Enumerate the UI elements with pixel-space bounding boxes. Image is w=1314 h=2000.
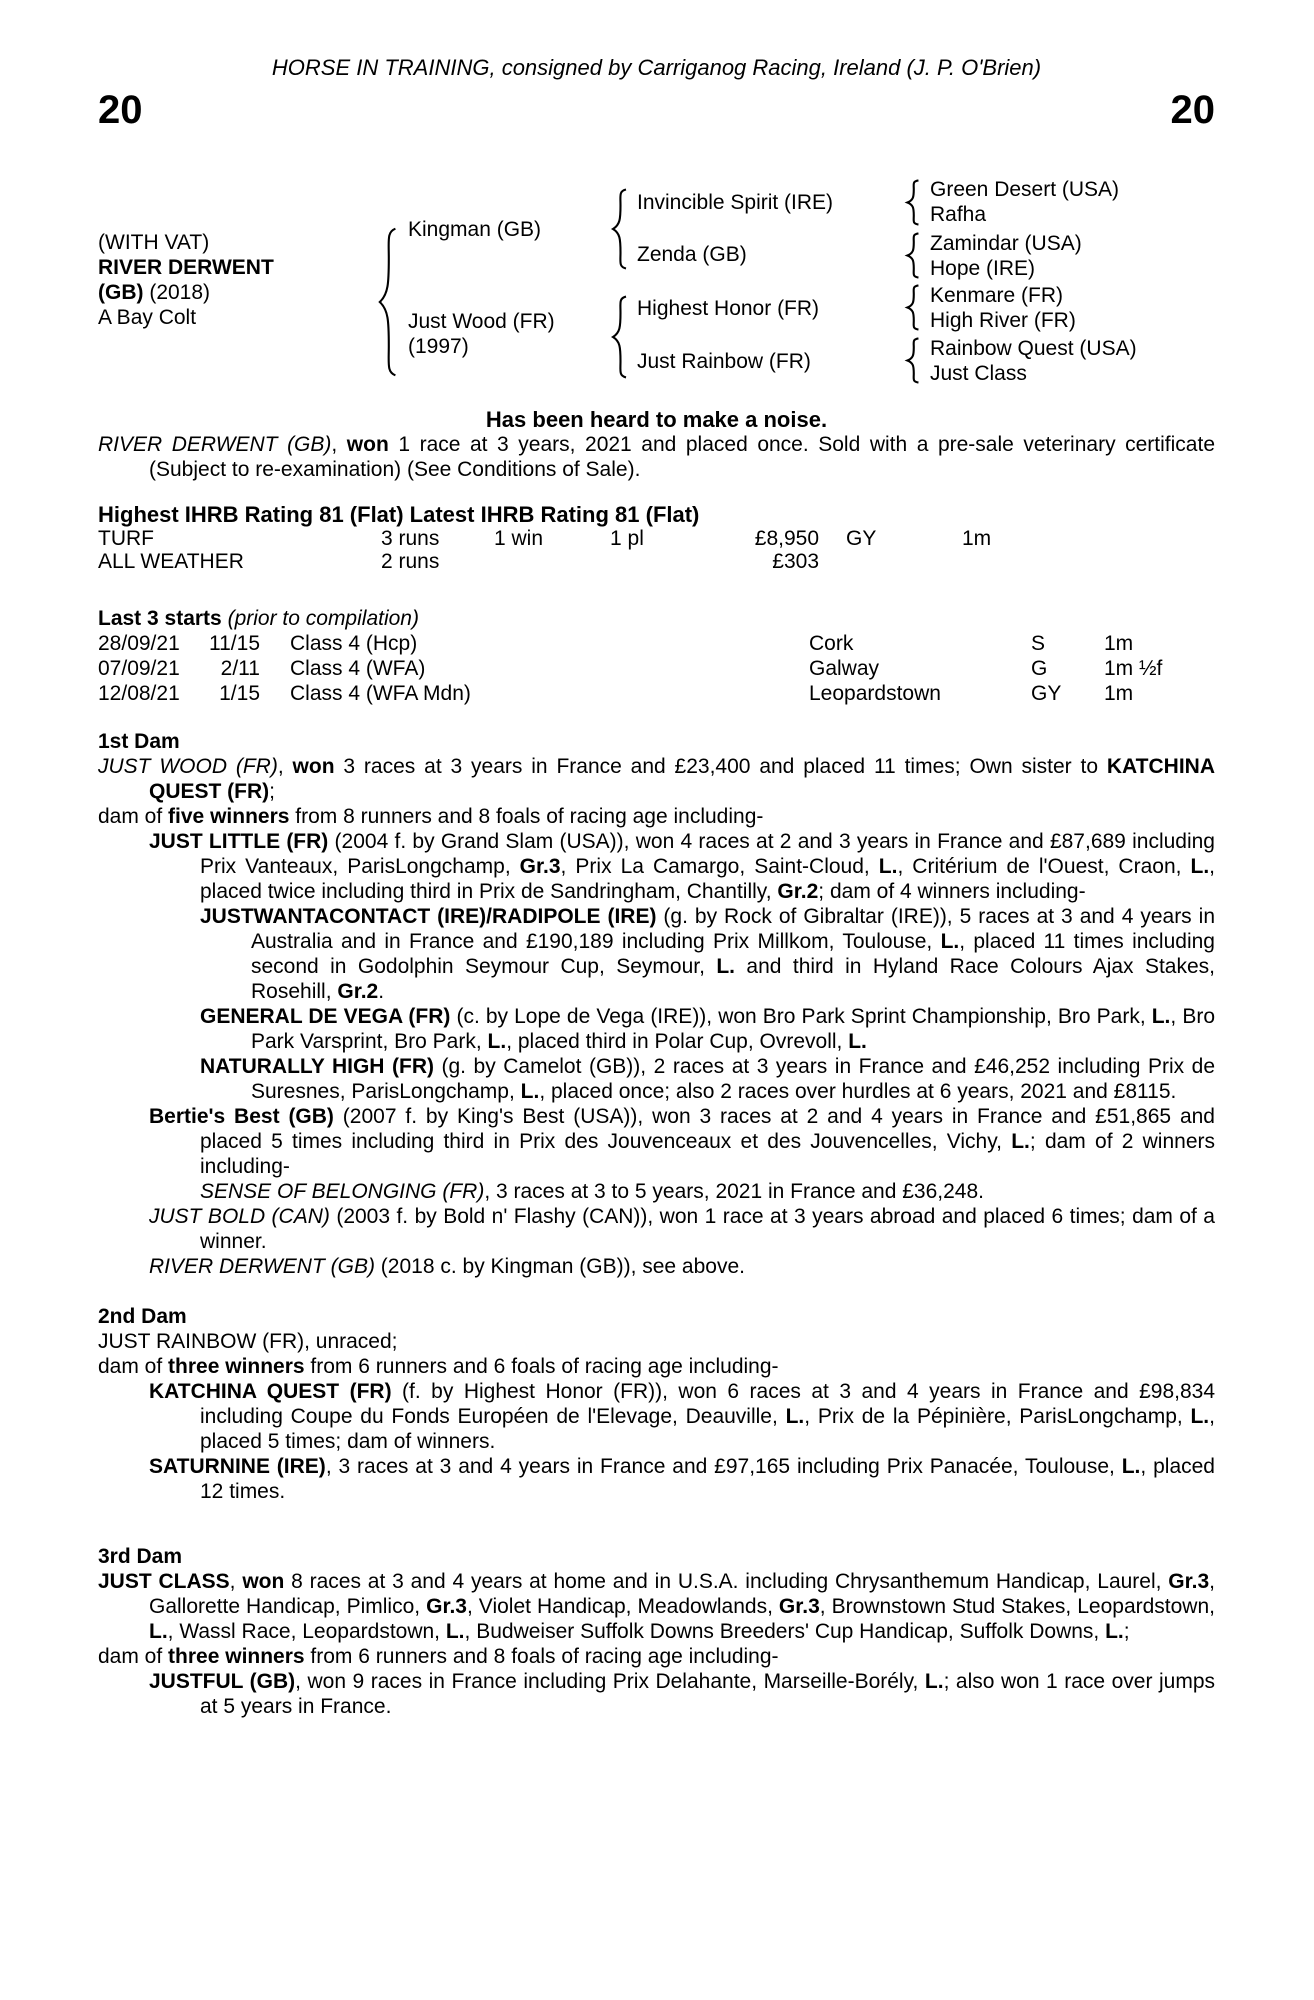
- start-going: GY: [1031, 682, 1062, 705]
- horse-description: A Bay Colt: [98, 306, 197, 329]
- surface-cell: TURF: [98, 527, 154, 550]
- horse-suffix-year: (GB) (2018): [98, 281, 211, 304]
- distance-cell: [962, 550, 1215, 573]
- earnings-cell: £303: [772, 550, 819, 573]
- pedigree-paragraph: SATURNINE (IRE), 3 races at 3 and 4 years in France and £97,165 including Prix Panacée, Toulouse, L., placed 12 times.: [149, 1455, 1215, 1503]
- surface-cell: ALL WEATHER: [98, 550, 244, 573]
- start-course: Galway: [809, 657, 880, 680]
- start-distance: 1m: [1104, 632, 1134, 655]
- gen3-name: Zamindar (USA): [930, 232, 1082, 255]
- gen3-pair-2: [930, 231, 1082, 281]
- section-1st-dam: [98, 729, 1215, 1279]
- earnings-cell: £8,950: [754, 527, 819, 550]
- start-distance: 1m: [1104, 682, 1134, 705]
- start-date: 07/09/21: [98, 657, 180, 680]
- start-race: Class 4 (Hcp): [290, 632, 418, 655]
- pedigree-brace-gen3-2: [904, 232, 921, 279]
- start-position: 11/15: [209, 632, 260, 655]
- pedigree-brace-gen1: [375, 224, 399, 380]
- start-position: 2/11: [220, 657, 260, 680]
- gen3-name: Hope (IRE): [930, 257, 1036, 280]
- pedigree-paragraph: JUSTFUL (GB), won 9 races in France including Prix Delahante, Marseille-Borély, L.; also won 1 race over jumps at 5 years in France.: [149, 1670, 1215, 1718]
- gen3-name: Kenmare (FR): [930, 284, 1064, 307]
- start-course: Leopardstown: [809, 682, 941, 705]
- gen2-sire-dam: Zenda (GB): [637, 243, 747, 266]
- section-title: 1st Dam: [98, 730, 180, 753]
- gen3-pair-1: [930, 177, 1119, 227]
- ratings-line: Highest IHRB Rating 81 (Flat) Latest IHRB Rating 81 (Flat): [98, 502, 700, 527]
- wins-cell: 1 win: [494, 527, 544, 550]
- last-starts-title: Last 3 starts (prior to compilation): [98, 607, 419, 630]
- gen2-dam-dam: Just Rainbow (FR): [637, 350, 811, 373]
- pedigree-table: [98, 165, 1215, 397]
- section-title: 3rd Dam: [98, 1545, 183, 1568]
- pedigree-paragraph: dam of three winners from 6 runners and 8 foals of racing age including-: [98, 1645, 779, 1668]
- places-cell: 1 pl: [610, 527, 644, 550]
- intro-paragraph: RIVER DERWENT (GB), won 1 race at 3 years, 2021 and placed once. Sold with a pre-sale veterinary certificate (Subject to re-examination) (See Conditions of Sale).: [98, 433, 1215, 481]
- last-starts-block: [98, 606, 1215, 706]
- pedigree-paragraph: GENERAL DE VEGA (FR) (c. by Lope de Vega (IRE)), won Bro Park Sprint Championship, Bro Park, L., Bro Park Varsprint, Bro Park, L., placed third in Polar Cup, Ovrevoll, L.: [200, 1005, 1215, 1053]
- start-position: 1/15: [219, 682, 260, 705]
- section-title: 2nd Dam: [98, 1305, 187, 1328]
- section-3rd-dam: [98, 1544, 1215, 1719]
- section-2nd-dam: [98, 1304, 1215, 1504]
- vat-note: (WITH VAT): [98, 231, 210, 254]
- pedigree-paragraph: JUST CLASS, won 8 races at 3 and 4 years at home and in U.S.A. including Chrysanthemum Handicap, Laurel, Gr.3, Gallorette Handicap, Pimlico, Gr.3, Violet Handicap, Meadowlands, Gr.3, Brownstown Stud Stakes, Leopardstown, L., Wassl Race, Leopardstown, L., Budweiser Suffolk Downs Breeders' Cup Handicap, Suffolk Downs, L.;: [98, 1570, 1216, 1643]
- pedigree-brace-gen3-4: [904, 337, 921, 384]
- going-cell: [819, 550, 962, 573]
- dam-name: Just Wood (FR): [408, 310, 555, 333]
- start-date: 28/09/21: [98, 632, 180, 655]
- pedigree-paragraph: dam of three winners from 6 runners and 6 foals of racing age including-: [98, 1355, 779, 1378]
- gen2-sire-sire: Invincible Spirit (IRE): [637, 191, 834, 214]
- start-race: Class 4 (WFA): [290, 657, 426, 680]
- runs-cell: 3 runs: [381, 527, 440, 550]
- gen3-name: High River (FR): [930, 309, 1076, 332]
- pedigree-paragraph: JUSTWANTACONTACT (IRE)/RADIPOLE (IRE) (g. by Rock of Gibraltar (IRE)), 5 races at 3 and 4 years in Australia and in France and £190,189 including Prix Millkom, Toulouse, L., placed 11 times including second in Godolphin Seymour Cup, Seymour, L. and third in Hyland Race Colours Ajax Stakes, Rosehill, Gr.2.: [200, 905, 1215, 1003]
- start-race: Class 4 (WFA Mdn): [290, 682, 471, 705]
- pedigree-paragraph: KATCHINA QUEST (FR) (f. by Highest Honor (FR)), won 6 races at 3 and 4 years in France and £98,834 including Coupe du Fonds Européen de l'Elevage, Deauville, L., Prix de la Pépinière, ParisLongchamp, L., placed 5 times; dam of winners.: [149, 1380, 1216, 1453]
- gen3-name: Green Desert (USA): [930, 178, 1120, 201]
- sale-headline: Has been heard to make a noise.: [485, 407, 828, 432]
- lot-number-right: 20: [1170, 88, 1215, 132]
- consignor-line: HORSE IN TRAINING, consigned by Carriganog Racing, Ireland (J. P. O'Brien): [271, 55, 1042, 80]
- gen2-dam-sire: Highest Honor (FR): [637, 297, 820, 320]
- pedigree-paragraph: JUST RAINBOW (FR), unraced;: [98, 1330, 398, 1353]
- pedigree-paragraph: SENSE OF BELONGING (FR), 3 races at 3 to 5 years, 2021 in France and £36,248.: [200, 1180, 984, 1203]
- distance-cell: 1m: [962, 527, 992, 550]
- subject-horse-block: [98, 230, 274, 330]
- pedigree-paragraph: Bertie's Best (GB) (2007 f. by King's Best (USA)), won 3 races at 2 and 4 years in France and £51,865 and placed 5 times including third in Prix des Jouvenceaux et des Jouvencelles, Vichy, L.; dam of 2 winners including-: [149, 1105, 1215, 1178]
- horse-name: RIVER DERWENT: [98, 256, 274, 279]
- pedigree-paragraph: JUST WOOD (FR), won 3 races at 3 years in France and £23,400 and placed 11 times; Own sister to KATCHINA QUEST (FR);: [98, 755, 1215, 803]
- gen3-name: Rainbow Quest (USA): [930, 337, 1137, 360]
- runs-cell: 2 runs: [381, 550, 440, 573]
- lot-number-row: [98, 88, 1215, 132]
- pedigree-brace-sire: [609, 187, 629, 271]
- pedigree-paragraph: JUST BOLD (CAN) (2003 f. by Bold n' Flashy (CAN)), won 1 race at 3 years abroad and placed 6 times; dam of a winner.: [149, 1205, 1215, 1253]
- pedigree-brace-gen3-1: [904, 179, 921, 226]
- going-cell: GY: [846, 527, 877, 550]
- race-record-table: [98, 527, 1215, 573]
- places-cell: [610, 550, 725, 573]
- start-distance: 1m ½f: [1104, 657, 1163, 680]
- lot-number-left: 20: [98, 88, 143, 132]
- start-going: S: [1031, 632, 1046, 655]
- pedigree-brace-gen3-3: [904, 284, 921, 331]
- pedigree-paragraph: RIVER DERWENT (GB) (2018 c. by Kingman (GB)), see above.: [149, 1255, 745, 1278]
- dam-block: [408, 309, 555, 359]
- wins-cell: [494, 550, 610, 573]
- start-date: 12/08/21: [98, 682, 180, 705]
- sire-name: Kingman (GB): [408, 218, 542, 241]
- pedigree-paragraph: JUST LITTLE (FR) (2004 f. by Grand Slam (USA)), won 4 races at 2 and 3 years in France and £87,689 including Prix Vanteaux, ParisLongchamp, Gr.3, Prix La Camargo, Saint-Cloud, L., Critérium de l'Ouest, Craon, L., placed twice including third in Prix de Sandringham, Chantilly, Gr.2; dam of 4 winners including-: [149, 830, 1216, 903]
- start-going: G: [1031, 657, 1048, 680]
- last-starts-table: [98, 631, 1215, 706]
- gen3-pair-4: [930, 336, 1137, 386]
- gen3-name: Just Class: [930, 362, 1027, 385]
- pedigree-paragraph: dam of five winners from 8 runners and 8 foals of racing age including-: [98, 805, 764, 828]
- pedigree-brace-dam: [609, 294, 629, 380]
- gen3-name: Rafha: [930, 203, 987, 226]
- gen3-pair-3: [930, 283, 1076, 333]
- start-course: Cork: [809, 632, 854, 655]
- dam-year: (1997): [408, 335, 469, 358]
- pedigree-paragraph: NATURALLY HIGH (FR) (g. by Camelot (GB)), 2 races at 3 years in France and £46,252 including Prix de Suresnes, ParisLongchamp, L., placed once; also 2 races over hurdles at 6 years, 2021 and £8115.: [200, 1055, 1216, 1103]
